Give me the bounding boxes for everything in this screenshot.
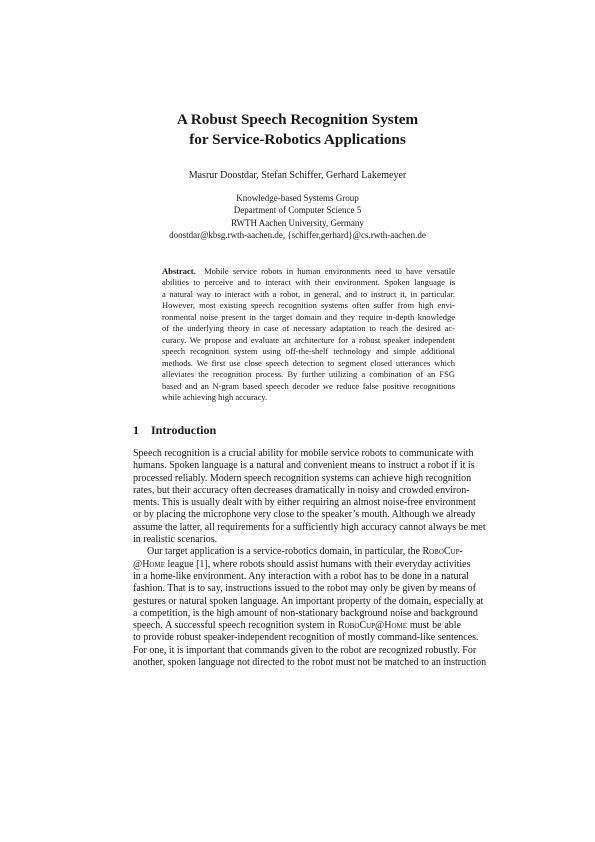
section-title: Introduction [151, 423, 217, 437]
body-line: For one, it is important that commands given to the robot are recognized robustly. For [133, 644, 477, 656]
affiliation [0, 192, 595, 241]
body-line [133, 546, 461, 558]
abstract-line: ronmental noise present in the target domain and they require in-depth knowledge [162, 311, 455, 322]
body-line: another, spoken language not directed to the robot must not be matched to an instruction [133, 657, 487, 669]
abstract-line: abilities to perceive and to interact with their environment. Spoken language is [162, 277, 455, 288]
abstract-line: speech recognition system using off-the-shelf technology and simple additional [162, 346, 455, 357]
abstract-label: Abstract. [162, 266, 196, 276]
robocup-home-name: RoboCup@Home [337, 620, 408, 632]
home-name: @Home [133, 558, 165, 570]
affiliation-line: Department of Computer Science 5 [233, 205, 362, 216]
text-span: Our target application is a service-robotics domain, in particular, the [147, 546, 423, 558]
body-line: or by placing the microphone very close to the speaker’s mouth. Although we already [133, 509, 476, 521]
body-line: rates, but their accuracy often decreases dramatically in noisy and crowded environ- [133, 484, 470, 496]
body-text [133, 448, 487, 669]
abstract-text: Mobile service robots in human environments need to have versatile [204, 266, 455, 276]
body-line: to provide robust speaker-independent recognition of mostly command-like sentences. [133, 632, 479, 644]
email-line: doostdar@kbsg.rwth-aachen.de, {schiffer,gerhard}@cs.rwth-aachen.de [169, 229, 426, 240]
abstract-line: curacy. We propose and evaluate an architecture for a robust speaker independent [162, 334, 455, 345]
title-line: for Service-Robotics Applications [189, 130, 406, 148]
body-line: in a home-like environment. Any interaction with a robot has to be done in a natural [133, 570, 470, 582]
abstract [162, 266, 455, 403]
text-span: speech. A successful speech recognition system in [133, 620, 338, 632]
body-line: Speech recognition is a crucial ability for mobile service robots to communicate with [133, 448, 474, 459]
body-line: assume the latter, all requirements for a sufficiently high accuracy cannot always be met [133, 521, 486, 533]
robocup-name: RoboCup- [422, 546, 463, 558]
abstract-line: a natural way to interact with a robot, in general, and to instruct it, in particular. [162, 288, 455, 299]
body-line [133, 558, 471, 571]
body-line: gestures or natural spoken language. An important property of the domain, especially at [133, 595, 484, 607]
abstract-line: However, most existing speech recognition systems often suffer from high envi- [162, 300, 455, 311]
body-line: processed reliably. Modern speech recognition systems can achieve high recognition [133, 472, 472, 484]
authors: Masrur Doostdar, Stefan Schiffer, Gerhard Lakemeyer [188, 170, 407, 181]
abstract-line: based and an N-gram based speech decoder we reduce false positive recognitions [162, 380, 455, 391]
abstract-line: alleviates the recognition process. By further utilizing a combination of an FSG [162, 369, 455, 380]
section-heading [133, 423, 216, 437]
abstract-first-line [162, 266, 455, 277]
abstract-line: methods. We first use close speech detection to segment closed utterances which [162, 357, 455, 368]
body-line: fashion. That is to say, instructions issued to the robot may only be given by means of [133, 583, 477, 595]
affiliation-line: Knowledge-based Systems Group [236, 193, 359, 203]
text-span: league [1], where robots should assist humans with their everyday activities [165, 558, 471, 570]
section-number: 1 [133, 423, 139, 437]
body-line: a competition, is the high amount of non-stationary background noise and background [133, 607, 478, 619]
title-line: A Robust Speech Recognition System [176, 111, 419, 128]
paper-title [0, 110, 595, 149]
body-line [133, 620, 461, 632]
abstract-line: of the underlying theory in case of necessary adaptation to reach the desired ac- [162, 323, 455, 334]
abstract-line: while achieving high accuracy. [162, 391, 268, 402]
body-line: in realistic scenarios. [133, 534, 218, 546]
affiliation-line: RWTH Aachen University, Germany [231, 217, 364, 228]
body-line: ments. This is usually dealt with by either requiring an almost noise-free environment [133, 497, 476, 509]
body-line: humans. Spoken language is a natural and convenient means to instruct a robot if it is [133, 460, 475, 472]
text-span: must be able [407, 620, 462, 632]
